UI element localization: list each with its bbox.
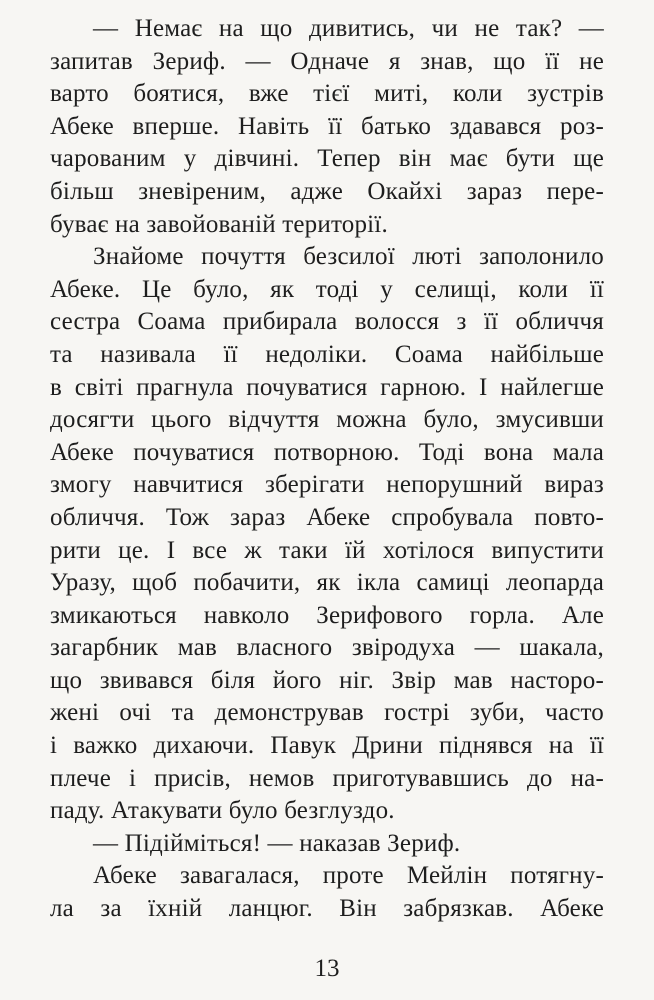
text-line: Уразу, щоб побачити, як ікла самиці леопарда [50,569,604,597]
text-line: обличчя. Тож зараз Абеке спробувала повто- [50,503,604,531]
text-line: рити це. І все ж таки їй хотілося випустити [50,536,604,564]
text-line: більш зневіреним, адже Окайхі зараз пере- [50,177,604,205]
text-line: буває на завойованій території. [50,210,388,238]
text-line: чарованим у дівчині. Тепер він має бути ще [50,145,604,173]
text-line: — Підійміться! — наказав Зериф. [93,829,461,857]
text-line: змикаються навколо Зерифового горла. Але [50,601,604,629]
text-line: запитав Зериф. — Одначе я знав, що її не [50,47,604,75]
text-line: Абеке завагалася, проте Мейлін потягну- [93,862,604,890]
text-line: Абеке почуватися потворною. Тоді вона мала [50,438,604,466]
text-line: жені очі та демонстрував гострі зуби, часто [50,699,604,727]
text-line: загарбник мав власного звіродуха — шакала, [50,634,604,662]
text-line: сестра Соама прибирала волосся з її обличчя [50,308,604,336]
text-line: та називала її недоліки. Соама найбільше [50,340,604,368]
text-line: паду. Атакувати було безглуздо. [50,797,395,825]
text-line: в світі прагнула почуватися гарною. І найлегше [50,373,604,401]
text-line: досягти цього відчуття можна було, змусивши [50,406,604,434]
text-block [50,13,604,926]
page-number: 13 [314,954,340,982]
text-line: Абеке вперше. Навіть її батько здавався роз- [50,112,604,140]
text-line: ла за їхній ланцюг. Він забрязкав. Абеке [50,895,604,923]
text-line: Знайоме почуття безсилої люті заполонило [93,243,604,271]
text-line: змогу навчитися зберігати непорушний вираз [50,471,604,499]
text-line: Абеке. Це було, як тоді у селищі, коли її [50,275,604,303]
text-line: плече і присів, немов приготувавшись до на- [50,764,604,792]
text-line: варто боятися, вже тієї миті, коли зустрів [50,80,604,108]
text-line: — Немає на що дивитись, чи не так? — [93,15,604,42]
text-line: і важко дихаючи. Павук Дрини піднявся на її [50,732,604,760]
text-line: що звивався біля його ніг. Звір мав насторо- [50,666,604,694]
